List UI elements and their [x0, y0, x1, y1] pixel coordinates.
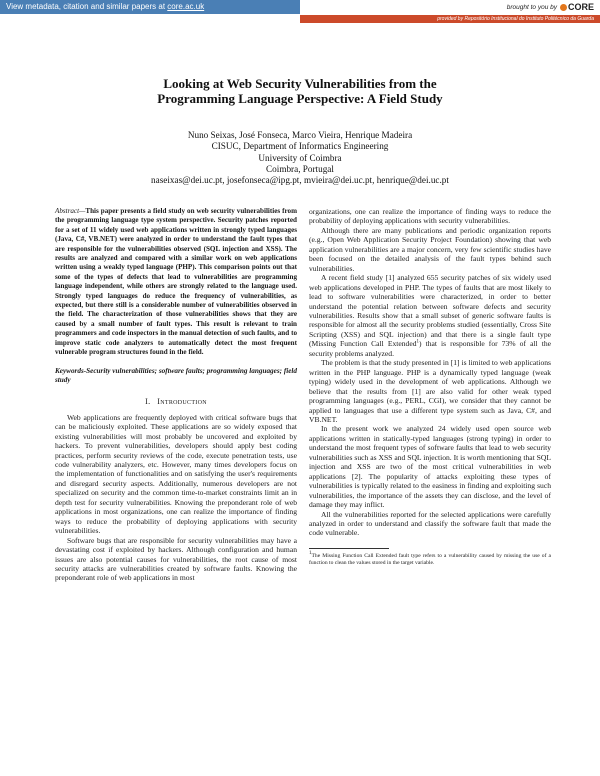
section-title: Introduction	[157, 397, 207, 407]
author-emails: naseixas@dei.uc.pt, josefonseca@ipg.pt, mvieira@dei.uc.pt, henrique@dei.uc.pt	[151, 175, 449, 186]
section-heading-introduction	[55, 397, 297, 406]
core-logo-text: CORE	[567, 2, 594, 12]
footnote-divider	[309, 548, 389, 549]
core-metadata-text: View metadata, citation and similar papers at	[6, 2, 168, 11]
core-banner	[0, 0, 600, 23]
provided-by-text: provided by Repositório Institucional do Instituto Politécnico da Guarda	[437, 16, 594, 22]
affiliation-department: CISUC, Department of Informatics Engineering	[211, 141, 389, 152]
title-line-2: Programming Language Perspective: A Field Study	[157, 91, 443, 106]
affiliation-city: Coimbra, Portugal	[266, 163, 334, 174]
abstract-body: This paper presents a field study on web security vulnerabilities from the programming language type system perspective. Security patches reported for a set of 11 widely used web applications written in strongly typed languages (Java, C#, VB.NET) were analyzed in order to understand the fault types that are responsible for the vulnerabilities observed (SQL injection and XSS). The results are analyzed and compared with a similar work on web applications written using a weakly typed language (PHP). This comparison points out that some of the types of defects that lead to vulnerabilities are programming language independent, while others are strongly related to the language used. Strongly typed languages do reduce the frequency of vulnerabilities, as expected, but there still is a considerable number of vulnerabilities observed in the field. The characterization of those vulnerabilities shows that they are caused by a small number of fault types. This result is relevant to train programmers and code inspectors in the manual detection of such faults, and to improve static code analyzers to automatically detect the most frequent vulnerable program structures found in the field.	[55, 207, 297, 357]
intro-paragraph-6: In the present work we analyzed 24 widely used open source web applications written in statically-typed languages (strong typing) in order to understand the most frequent types of software faults that lead to web security vulnerabilities such as XSS and SQL injection. It is worth mentioning that SQL injection and XSS are two of the most critical vulnerabilities in web applications [2]. The popularity of attacks exploiting these types of vulnerabilities is typically related to the easiness in finding and exploiting such vulnerabilities, the importance of the assets they can disclose, and the level of damage they may inflict.	[309, 424, 551, 510]
intro-paragraph-5: The problem is that the study presented in [1] is limited to web applications written in the PHP language. PHP is a dynamically typed language (weak typing) widely used in the development of web applications. Although we believe that the results from [1] are also valid for other weak typed programming languages (e.g., PERL, CGI), we consider that they cannot be applied to languages that use a different type system such as Java, C#, and VB.NET.	[309, 358, 551, 424]
field-study-tail: ) that is responsible for 73% of all the security problems analyzed.	[309, 339, 551, 358]
footnote	[309, 553, 551, 567]
core-logo-icon	[560, 4, 567, 11]
author-block	[0, 130, 600, 186]
affiliation-university: University of Coimbra	[258, 152, 342, 163]
intro-paragraph-3: Although there are many publications and periodic organization reports (e.g., Open Web Application Security Project Foundation) showing that web application vulnerabilities are a major concern, very few scientific studies have been focused on the detailed analysis of the fault types behind such vulnerabilities.	[309, 225, 551, 273]
core-brand[interactable]	[507, 2, 594, 12]
core-metadata-link-bar[interactable]	[0, 0, 300, 14]
abstract-lead: Abstract—	[55, 207, 86, 215]
provided-by-bar	[300, 15, 600, 23]
core-logo[interactable]	[560, 2, 594, 12]
brought-by-text: brought to you by	[506, 3, 557, 11]
continued-paragraph: organizations, one can realize the importance of finding ways to reduce the probability of deploying applications with security vulnerabilities.	[309, 207, 551, 226]
paper-title	[0, 76, 600, 106]
core-link[interactable]: core.ac.uk	[167, 2, 205, 11]
intro-paragraph-1: Web applications are frequently deployed with critical software bugs that can be maliciously exploited. These applications are so widely exposed that existing vulnerabilities will most probably be uncovered and exploited by hackers. To prevent vulnerabilities, developers should apply best coding practices, perform security reviews of the code, execute penetration tests, use code vulnerability analyzers, etc. However, many times developers focus on the implementation of functionalities and on satisfying the user's requirements and disregard security aspects. Additionally, numerous developers are not specialized on security and the common time-to-market constraints limit an in depth test for security vulnerabilities. Knowing the preponderant role of web applications in most organizations, one can realize the importance of finding ways to reduce the probability of deploying applications with security vulnerabilities.	[55, 412, 297, 536]
right-column	[309, 207, 551, 567]
intro-paragraph-7: All the vulnerabilities reported for the selected applications were carefully analyzed in order to understand and classify the software fault that made the code vulnerable.	[309, 509, 551, 538]
footnote-ref[interactable]: 1	[416, 339, 420, 345]
title-line-1: Looking at Web Security Vulnerabilities from the	[163, 76, 437, 91]
keywords: Keywords-Security vulnerabilities; software faults; programming languages; field study	[55, 366, 297, 384]
left-column	[55, 207, 297, 583]
intro-paragraph-4	[309, 273, 551, 358]
abstract	[55, 207, 297, 358]
footnote-mark: 1	[309, 551, 312, 556]
section-number: I.	[145, 397, 151, 407]
intro-paragraph-2: Software bugs that are responsible for security vulnerabilities may have a devastating cost if exploited by hackers. Although configuration and human issues are also potential causes for vulnerabilities, the root cause of most security attacks are vulnerabilities created by software faults. Knowing the preponderant role of web applications in most	[55, 535, 297, 583]
author-names: Nuno Seixas, José Fonseca, Marco Vieira, Henrique Madeira	[187, 130, 413, 140]
field-study-text: A recent field study [1] analyzed 655 security patches of six widely used web applications developed in PHP. The types of faults that are most likely to lead to software vulnerabilities were characterized, in order to better understand the potential relation between software defects and security vulnerabilities. Results show that a small subset of generic software faults is responsible for almost all the security problems studied (essentially, Cross Site Scripting (XSS) and SQL injection) and that there is a single fault type (Missing Function Call Extended	[309, 273, 551, 349]
footnote-text: The Missing Function Call Extended fault type refers to a vulnerability caused by missing the use of a function to clean the values stored in the target variable.	[309, 552, 551, 566]
